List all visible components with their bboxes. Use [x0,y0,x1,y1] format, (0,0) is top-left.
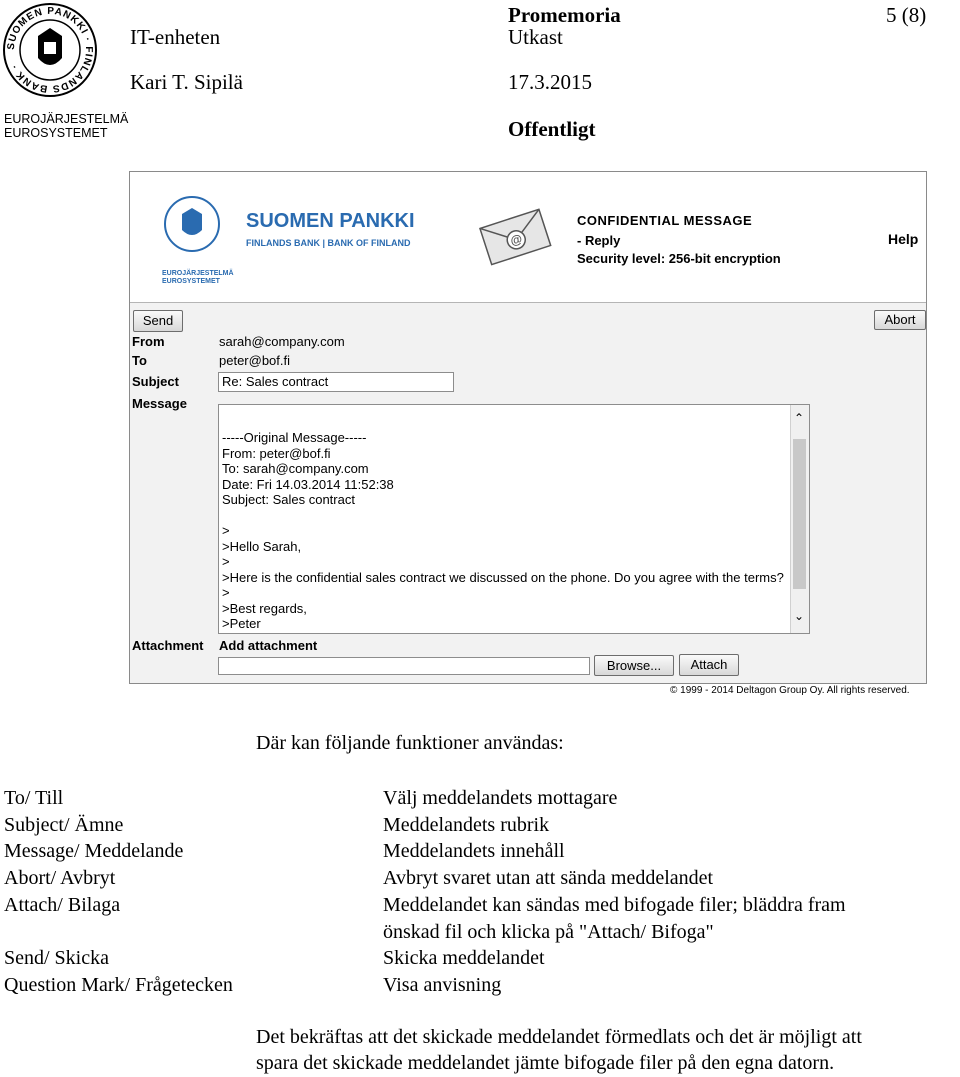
message-scrollbar[interactable] [790,405,809,633]
envelope-icon [476,204,554,268]
function-description: Välj meddelandets mottagare [383,787,618,809]
closing-text [256,1024,862,1076]
abort-button[interactable]: Abort [874,310,926,330]
attach-button[interactable]: Attach [679,654,739,676]
message-line: > [222,554,230,569]
mini-seal-icon [162,194,222,262]
browse-button[interactable]: Browse... [594,655,674,676]
from-label: From [132,334,165,349]
closing-line: Det bekräftas att det skickade meddelandet förmedlats och det är möjligt att [256,1026,862,1048]
message-line: >Here is the confidential sales contract we discussed on the phone. Do you agree with the terms? [222,569,784,585]
message-line: -----Original Message----- [222,430,367,445]
scroll-down-icon[interactable]: ⌄ [794,609,805,623]
subject-input-value: Re: Sales contract [222,374,329,389]
security-level: Security level: 256-bit encryption [577,251,781,266]
to-label: To [132,353,147,368]
message-line: To: sarah@company.com [222,461,369,476]
message-line: Subject: Sales contract [222,492,355,507]
message-line: From: peter@bof.fi [222,445,331,461]
function-term: Abort/ Avbryt [4,867,116,890]
message-body [222,430,784,632]
add-attachment-label: Add attachment [219,638,318,653]
svg-text:SUOMEN PANKKI · FINLANDS BANK: SUOMEN PANKKI · FINLANDS BANK · [5,5,95,95]
logo-line-1: EUROJÄRJESTELMÄ [4,112,129,126]
message-line: >Best regards, [222,600,307,616]
message-textarea[interactable] [218,404,810,634]
doc-date: 17.3.2015 [508,70,592,94]
function-description: Meddelandet kan sändas med bifogade filer; bläddra fram [383,893,846,916]
reply-label: - Reply [577,233,621,248]
message-line: > [222,585,230,600]
closing-line: spara det skickade meddelandet jämte bifogade filer på den egna datorn. [256,1052,835,1074]
bank-seal-logo [2,2,98,98]
screenshot-header [130,172,926,303]
page-number: 5 (8) [886,3,927,27]
function-term: Send/ Skicka [4,947,109,970]
subject-label: Subject [132,374,179,389]
message-label: Message [132,396,187,411]
confidential-title: CONFIDENTIAL MESSAGE [577,213,753,228]
mini-logo-line-2: EUROSYSTEMET [162,278,220,285]
function-descriptions [383,785,846,999]
function-term: Attach/ Bilaga [4,893,121,916]
function-term: Message/ Meddelande [4,840,184,863]
message-line: Date: Fri 14.03.2014 11:52:38 [222,476,394,492]
term-spacer [4,919,233,946]
function-terms [4,785,233,999]
screenshot-copyright: © 1999 - 2014 Deltagon Group Oy. All rights reserved. [670,685,910,696]
message-line: > [222,523,230,538]
doc-type: Promemoria [508,3,621,27]
message-line: >Hello Sarah, [222,538,302,554]
message-line [222,508,784,524]
message-line: >Peter [222,616,261,631]
scroll-up-icon[interactable]: ⌃ [794,411,805,425]
function-description: Meddelandets rubrik [383,813,550,836]
function-description: Avbryt svaret utan att sända meddelandet [383,867,714,890]
eurosystem-logo-text [4,112,128,140]
function-description: Skicka meddelandet [383,947,545,970]
function-term: Subject/ Ämne [4,813,124,836]
send-button[interactable]: Send [133,310,183,332]
embedded-screenshot [129,171,927,684]
bank-name: SUOMEN PANKKI [246,210,415,232]
department: IT-enheten [130,25,221,49]
logo-line-2: EUROSYSTEMET [4,126,108,140]
author: Kari T. Sipilä [130,70,243,94]
doc-status: Utkast [508,25,563,49]
intro-text: Där kan följande funktioner användas: [256,732,564,754]
from-value: sarah@company.com [219,334,345,349]
function-term: Question Mark/ Frågetecken [4,973,233,996]
to-value: peter@bof.fi [219,353,291,368]
function-description: önskad fil och klicka på "Attach/ Bifoga" [383,920,714,943]
function-term: To/ Till [4,787,64,809]
function-description: Visa anvisning [383,973,502,996]
attachment-label: Attachment [132,638,204,653]
subject-input[interactable] [218,372,454,392]
mini-logo-text [162,270,234,286]
function-description: Meddelandets innehåll [383,840,565,863]
file-path-input[interactable] [218,657,590,675]
bank-subtitle: FINLANDS BANK | BANK OF FINLAND [246,238,411,248]
svg-text:@: @ [508,231,524,249]
scroll-thumb[interactable] [793,439,806,589]
help-link[interactable]: Help [888,231,919,247]
classification: Offentligt [508,117,596,141]
mini-logo-line-1: EUROJÄRJESTELMÄ [162,270,234,277]
